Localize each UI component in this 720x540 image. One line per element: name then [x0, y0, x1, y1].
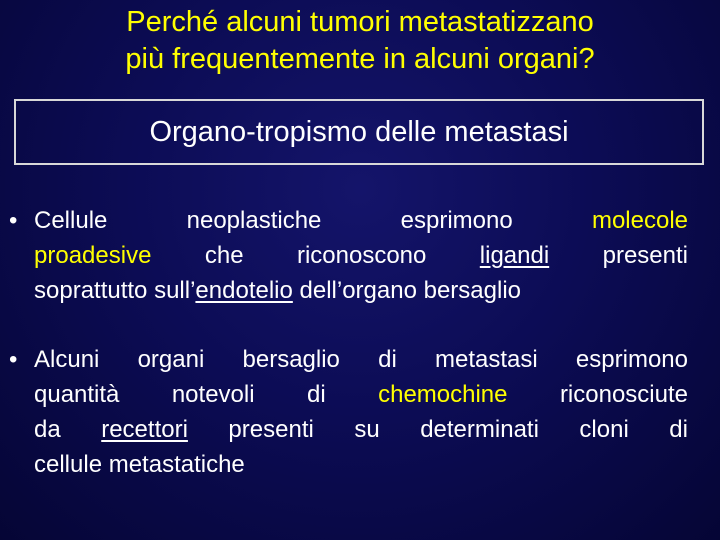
title-line-2: più frequentemente in alcuni organi? [125, 43, 595, 75]
bullet1-underline-ligandi: ligandi [479, 242, 550, 269]
bullet1-line2 [34, 238, 688, 273]
bullet2-line1: Alcuni organi bersaglio di metastasi esprimono [34, 346, 688, 373]
subtitle-box [14, 99, 704, 165]
slide-title [0, 4, 720, 78]
bullet2-text-2c: riconosciute [507, 381, 689, 408]
bullet-marker: • [9, 207, 18, 234]
title-line-1: Perché alcuni tumori metastatizzano [126, 6, 594, 38]
bullet2-line2 [34, 377, 688, 412]
bullet2-line3 [34, 412, 688, 447]
bullet1-highlight-proadesive: proadesive [34, 242, 152, 269]
bullet1-underline-endotelio: endotelio [195, 277, 293, 304]
bullet1-text-1a: Cellule neoplastiche esprimono [34, 207, 592, 234]
bullet1-highlight-molecole: molecole [591, 207, 688, 234]
bullet-marker: • [9, 346, 18, 373]
bullet-item-adhesion [0, 203, 720, 308]
bullet1-text-3c: dell’organo bersaglio [292, 277, 521, 304]
bullet1-line1 [34, 203, 688, 238]
bullet1-text-2d: presenti [549, 242, 688, 269]
bullet2-highlight-chemochine: chemochine [378, 381, 508, 408]
bullet2-text-3c: presenti su determinati cloni di [187, 416, 688, 443]
bullet1-text-2b: che riconoscono [151, 242, 480, 269]
bullet-item-chemokines [0, 342, 720, 482]
subtitle-text: Organo-tropismo delle metastasi [149, 115, 569, 148]
bullet1-text-3a: soprattutto sull’ [34, 277, 196, 304]
bullet1-line3 [34, 273, 688, 308]
bullet-list [0, 203, 720, 482]
bullet2-line4: cellule metastatiche [34, 451, 245, 478]
bullet2-text-2a: quantità notevoli di [34, 381, 379, 408]
bullet2-text-3a: da [34, 416, 102, 443]
bullet2-underline-recettori: recettori [101, 416, 188, 443]
